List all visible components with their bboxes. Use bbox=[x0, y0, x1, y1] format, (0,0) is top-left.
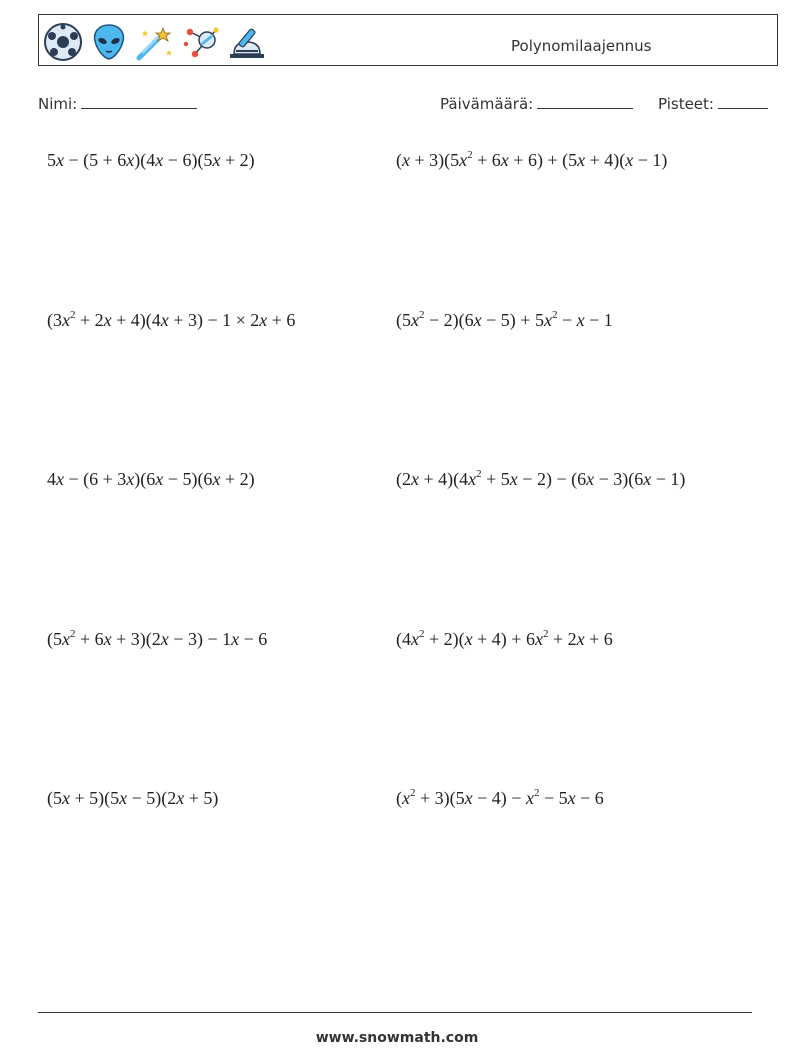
shooting-star-icon bbox=[135, 22, 175, 62]
problem-10: $(x^2 + 3)(5x - 4) - x^2 - 5x - 6$ bbox=[396, 787, 604, 808]
score-label: Pisteet: bbox=[658, 95, 714, 113]
problem-2: $(x + 3)(5x^2 + 6x + 6) + (5x + 4)(x - 1)$ bbox=[396, 149, 668, 170]
score-blank[interactable] bbox=[718, 94, 768, 109]
name-blank[interactable] bbox=[81, 94, 197, 109]
name-label: Nimi: bbox=[38, 95, 78, 113]
telescope-icon bbox=[227, 22, 267, 62]
problem-1: 5x − (5 + 6x)(4x − 6)(5x + 2) bbox=[47, 150, 255, 170]
footer-site: www.snowmath.com bbox=[315, 1030, 479, 1046]
score-field[interactable] bbox=[658, 94, 768, 113]
header-icons bbox=[43, 21, 267, 63]
date-field[interactable] bbox=[440, 94, 633, 113]
worksheet-title: Polynomilaajennus bbox=[511, 37, 652, 55]
date-blank[interactable] bbox=[537, 94, 633, 109]
alien-head-icon bbox=[89, 22, 129, 62]
date-label: Päivämäärä: bbox=[440, 95, 534, 113]
problem-5: 4x − (6 + 3x)(6x − 5)(6x + 2) bbox=[47, 469, 255, 489]
molecule-icon bbox=[181, 22, 221, 62]
problem-4: $(5x^2 - 2)(6x - 5) + 5x^2 - x - 1$ bbox=[396, 309, 613, 330]
problem-9: (5x + 5)(5x − 5)(2x + 5) bbox=[47, 788, 219, 808]
name-field[interactable] bbox=[38, 94, 197, 113]
problem-3: $(3x^2 + 2x + 4)(4x + 3) - 1 \times 2x + 6$ bbox=[47, 309, 296, 330]
problem-7: $(5x^2 + 6x + 3)(2x - 3) - 1x - 6$ bbox=[47, 628, 268, 649]
planet-ball-icon bbox=[43, 22, 83, 62]
worksheet-header bbox=[38, 14, 778, 66]
footer-divider bbox=[38, 1012, 752, 1013]
problem-6: $(2x + 4)(4x^2 + 5x - 2) - (6x - 3)(6x - 1)$ bbox=[396, 468, 686, 489]
problem-8: $(4x^2 + 2)(x + 4) + 6x^2 + 2x + 6$ bbox=[396, 628, 613, 649]
